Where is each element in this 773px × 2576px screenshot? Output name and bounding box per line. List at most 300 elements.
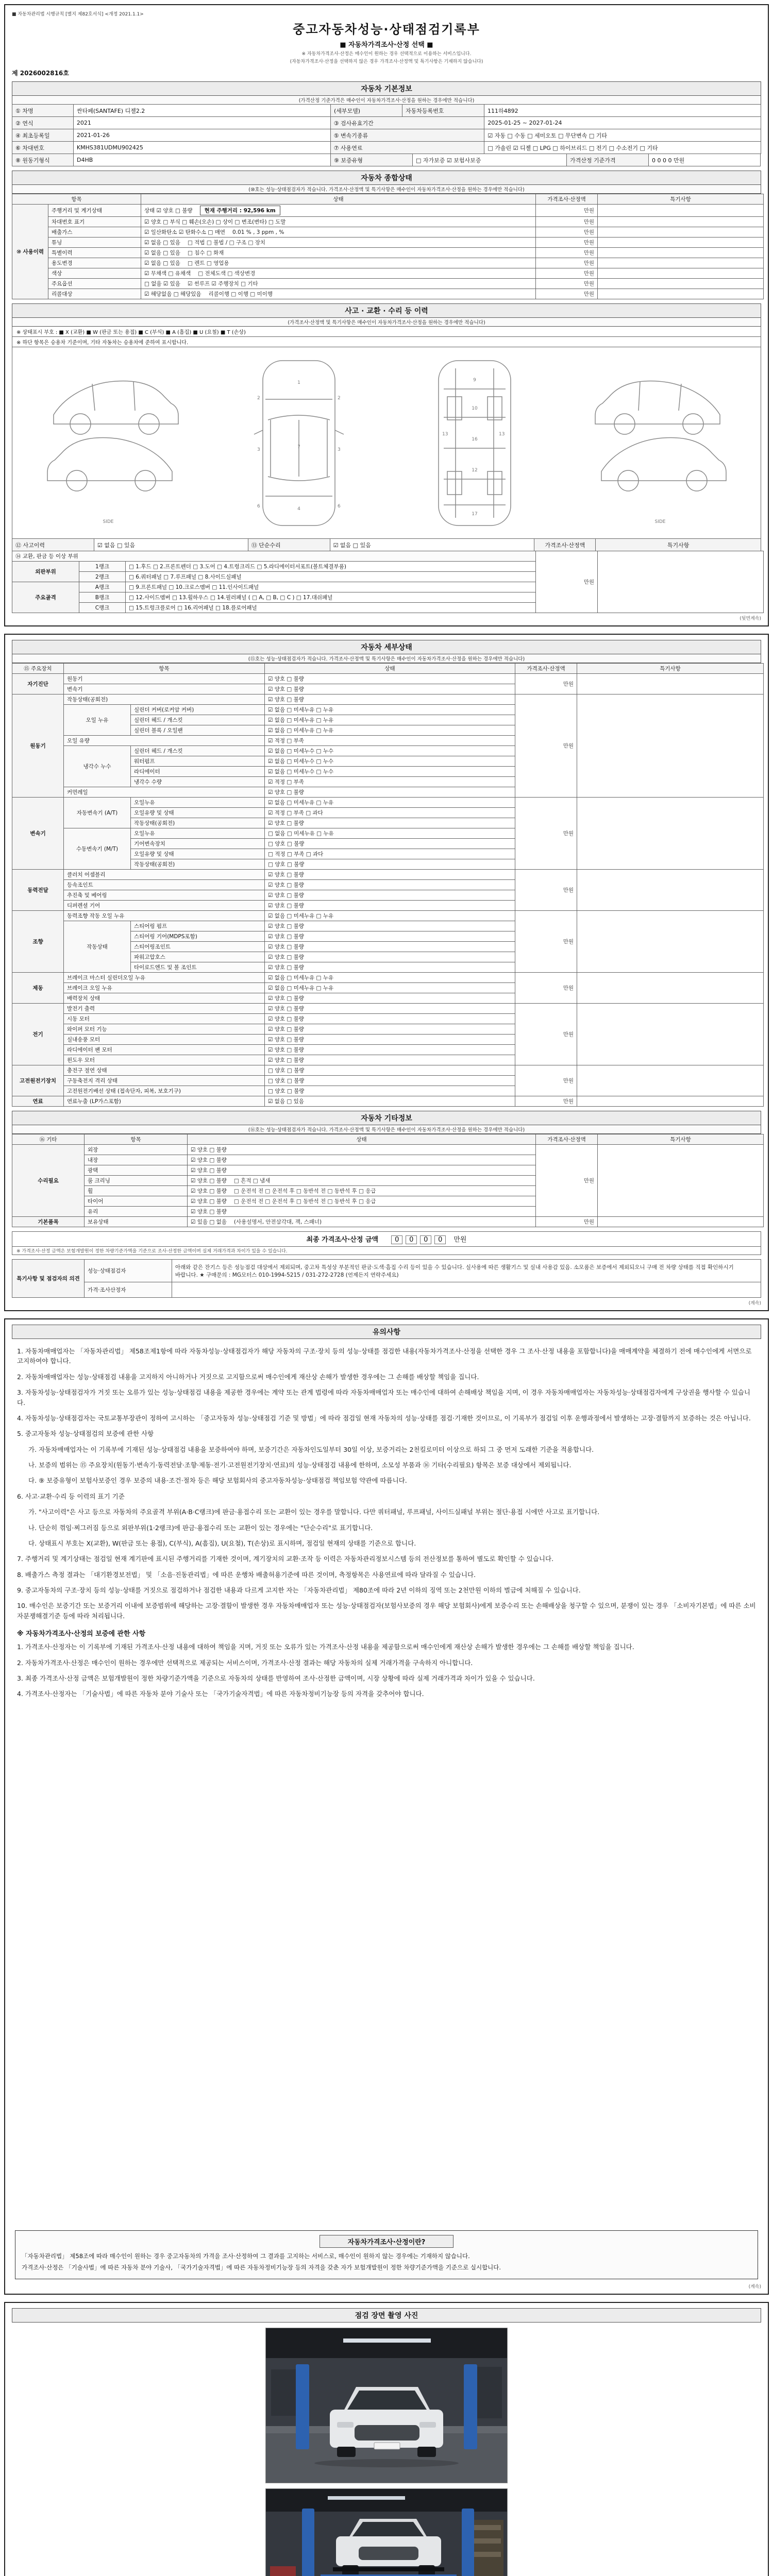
inspection-photo-2 [265,2488,508,2576]
state-value: ☑ 해당없음 □ 해당있음 리콜이행 □ 이행 □ 미이행 [141,289,536,299]
svg-text:9: 9 [473,377,476,383]
note-cell [577,973,764,1004]
overall-row [12,238,764,248]
state-value: ☑ 양호 □ 부식 □ 훼손(오손) □ 상이 □ 변조(변타) □ 도말 [141,217,536,227]
price-cell: 만원 [515,870,577,911]
current-mileage: 현재 주행거리 : 92,596 km [200,206,280,215]
engine-type-label: ⑧ 원동기형식 [12,154,74,166]
detail-col-note: 특기사항 [577,664,764,674]
overall-row [12,279,764,289]
item-label: 실린더 커버(로커암 커버) [131,705,265,715]
panel-items: □ 1.후드 □ 2.프론트펜더 □ 3.도어 □ 4.트렁크리드 □ 5.라디에이터서포트(볼트체결부품) [126,562,536,572]
warranty-label: ⑨ 보증유형 [330,154,413,166]
car-name-sub-label: (세부모델) [330,104,402,117]
state-value: □ 양호 □ 불량 [265,859,515,870]
price-cell: 만원 [515,911,577,973]
overall-row [12,217,764,227]
price-survey-info-line-1: 「자동차관리법」 제58조에 따라 매수인이 원하는 경우 중고자동차의 가격을 조사·산정하여 그 결과를 고지하는 서비스로, 매수인이 원하지 않는 경우에는 기재하지 않습니다. [22,2252,470,2260]
extra-value: □ 운전석 전 □ 운전석 후 □ 동반석 전 □ 동반석 후 □ 응급 [233,1188,376,1194]
other-col-state: 상태 [188,1134,536,1145]
other-row [12,1145,764,1155]
section-title-overall: 자동차 종합상태 [12,171,761,185]
usage-history-group: ⑩ 사용이력 [12,205,48,299]
note-cell [598,238,764,248]
simple-repair-value: ☑ 없음 □ 있음 [330,538,535,551]
section-title-notices: 유의사항 [12,1325,761,1339]
state-value: ☑ 적정 □ 부족 [265,777,515,787]
state-value: ☑ 양호 □ 불량 [188,1207,536,1217]
section-title-photos: 점검 장면 촬영 사진 [12,2308,761,2323]
item-label: 스티어링 기어(MDPS포함) [131,931,265,942]
state-value: ☑ 양호 □ 불량 [265,1024,515,1035]
item-label: 파워고압호스 [131,952,265,962]
svg-text:3: 3 [257,447,260,452]
item-label: 브레이크 마스터 실린더오일 누유 [64,973,265,983]
state-value: ☑ 양호 □ 불량 [265,1045,515,1055]
notice-item: 6. 사고·교환·수리 등 이력의 표기 기준 [17,1492,125,1500]
item-label: 오일누유 [131,798,265,808]
state-value: ☑ 없음 □ 미세누유 □ 누유 [265,715,515,725]
header-note-1: ※ 자동차가격조사·산정은 매수인이 원하는 경우 선택적으로 이용하는 서비스입니다. [301,52,472,57]
notice-item: 나. 단순히 꺾임·찌그러짐 등으로 외판부위(1·2랭크)에 판금·용접수리 또는 교환이 있는 경우에는 "단순수리"로 표기합니다. [28,1523,373,1532]
state-value: ☑ 양호 □ 불량 [265,674,515,684]
overall-col-price: 가격조사·산정액 [536,194,598,205]
item-label: 기어변속장치 [131,839,265,849]
note-cell [577,798,764,870]
transmission-label: ⑤ 변속기종류 [330,129,485,142]
state-value: ☑ 없음 □ 미세누수 □ 누수 [265,767,515,777]
price-survey-info-box [15,2230,758,2280]
item-label: 브레이크 오일 누유 [64,983,265,993]
state-value: ☑ 없음 □ 있음 □ 적법 □ 불법 / □ 구조 □ 장치 [141,238,536,248]
item-label: 타이로드엔드 및 볼 조인트 [131,962,265,973]
state-value: □ 적정 □ 부족 □ 과다 [265,849,515,859]
accident-history-label: ⑫ 사고이력 [12,538,94,551]
accident-history-row [12,538,761,551]
device-group-label: 동력전달 [12,870,64,911]
state-value: □ 없음 ☑ 있음 ☑ 썬루프 ☑ 주행장치 □ 기타 [141,279,536,289]
rank-label: A랭크 [79,582,126,592]
sub-label: 작동상태 [64,921,131,973]
state-value: ☑ 없음 □ 미세누유 □ 누유 [265,973,515,983]
notice-item: 1. 가격조사·산정자는 이 기록부에 기재된 가격조사·산정 내용에 대하여 책임을 지며, 거짓 또는 오류가 있는 가격조사·산정 내용을 제공함으로써 매수인에게 재산상 손해가 발생한 경우에는 그 손해를 배상할 책임을 집니다. [17,1643,634,1651]
basic-row-4 [12,141,761,154]
state-value: ☑ 양호 □ 불량 □ 운전석 전 □ 운전석 후 □ 동반석 전 □ 동반석 후 □ 응급 [188,1196,536,1207]
svg-text:SIDE: SIDE [103,519,113,524]
item-label: 특별이력 [48,248,141,258]
state-value: ☑ 없음 □ 미세누유 □ 누유 [265,725,515,736]
notice-item: 7. 주행거리 및 계기상태는 점검일 현재 계기판에 표시된 주행거리를 기재한 것이며, 계기장치의 교환·조작 등 이력은 자동차관리정보시스템 등의 전산정보를 통하여 별도로 확인할 수 있습니다. [17,1555,554,1563]
opinion-table [12,1259,761,1298]
sub-label: 수동변속기 (M/T) [64,828,131,870]
notice-item: 2. 자동차가격조사·산정은 매수인이 원하는 경우에만 선택적으로 제공되는 서비스이며, 가격조사·산정 결과는 해당 자동차의 실제 거래가격을 구속하지 아니합니다. [17,1658,473,1667]
note-cell [577,694,764,798]
price-cell: 만원 [536,268,598,279]
section-title-accident: 사고 · 교환 · 수리 등 이력 [12,303,761,318]
car-diagram-exterior-top [240,353,358,533]
basic-row-5 [12,154,761,166]
extra-value: 리콜이행 □ 이행 □ 미이행 [208,291,273,297]
state-value: ☑ 양호 □ 불량 [265,942,515,952]
item-label: 와이퍼 모터 기능 [64,1024,265,1035]
section-title-detail: 자동차 세부상태 [12,640,761,654]
item-label: 연료누출 (LP가스포함) [64,1096,265,1107]
notice-item: 다. ⑨ 보증유형이 보험사보증인 경우 보증의 내용·조건·절차 등은 해당 보험회사의 중고자동차성능·상태점검 책임보험 약관에 따릅니다. [28,1477,407,1485]
exchange-label: ⑭ 교환, 판금 등 이상 부위 [12,551,536,562]
final-price-digits [390,1236,447,1244]
final-amount-digit: 0 [420,1235,431,1244]
overall-row [12,258,764,268]
state-value: ☑ 적정 □ 부족 [265,736,515,746]
reg-no-value: 111하4892 [484,104,761,117]
state-value: ☑ 양호 □ 불량 [265,818,515,828]
extra-value: □ 전체도색 □ 색상변경 [198,270,256,277]
other-col-item: 항목 [85,1134,188,1145]
note-cell [598,1217,764,1227]
detail-row [12,870,764,880]
state-value: □ 없음 □ 미세누유 □ 누유 [265,828,515,839]
overall-table [12,194,764,299]
section-note-basic: (가격산정 기준가격은 매수인이 자동차가격조사·산정을 원하는 경우에만 적습니다) [12,96,761,105]
panel-group-label: 외판부위 [12,562,79,582]
svg-text:12: 12 [471,467,478,473]
detail-col-device: ⑮ 주요장치 [12,664,64,674]
item-label: 워터펌프 [131,756,265,767]
extra-value: 0.01 % , 3 ppm , % [232,229,284,235]
reg-no-label: 자동차등록번호 [402,104,484,117]
overall-row [12,227,764,238]
overall-col-note: 특기사항 [598,194,764,205]
rank-label: 2랭크 [79,572,126,582]
price-survey-info-line-2: 가격조사·산정은 「기술사법」에 따른 자동차 분야 기술사, 「국가기술자격법」에 따른 자동차정비기능장 등의 자격을 갖춘 자가 보험개발원이 정한 차량기준가액을 기준으로 실시합니다. [22,2263,501,2271]
item-label: 작동상태(공회전) [131,859,265,870]
item-label: 오일누유 [131,828,265,839]
item-label: 작동상태(공회전) [131,818,265,828]
item-label: 원동기 [64,674,265,684]
item-label: 커먼레일 [64,787,265,798]
state-value: □ 양호 □ 불량 [265,1065,515,1076]
item-label: 클러치 어셈블리 [64,870,265,880]
other-group-label: 기본품목 [12,1217,85,1227]
item-label: 윈도우 모터 [64,1055,265,1065]
detail-row [12,973,764,983]
page-3 [4,1318,769,2295]
page-4 [4,2302,769,2576]
note-cell [577,1004,764,1065]
item-label: 실내송풍 모터 [64,1035,265,1045]
notice-item: 3. 자동차성능·상태점검자가 거짓 또는 오류가 있는 성능·상태점검 내용을 제공한 경우에는 계약 또는 관계 법령에 따라 자동차매매업자 또는 매수인에 대하여 손해배상 책임을 지며, 이 경우 자동차매매업자는 자동차성능·상태점검자에게 구상권을 행사할 수 있습니다. [17,1388,751,1406]
detail-row [12,1065,764,1076]
notice-item: 가. "사고이력"은 사고 등으로 자동차의 주요골격 부위(A·B·C랭크)에 판금·용접수리 또는 교환이 있는 경우를 말합니다. 다만 쿼터패널, 루프패널, 사이드실패널 부위는 절단·용접 시에만 사고로 표기합니다. [28,1508,600,1516]
basic-row-2 [12,116,761,129]
item-label: 광택 [85,1165,188,1176]
svg-text:3: 3 [337,447,341,452]
state-value: ☑ 양호 □ 불량 [265,901,515,911]
item-label: 실린더 블록 / 오일팬 [131,725,265,736]
form-reference: ■ 자동차관리법 시행규칙 [별지 제82호서식] <개정 2021.1.1> [12,12,144,17]
item-label: 등속조인트 [64,880,265,890]
exchange-label-row [12,551,764,562]
inspect-value: 2025-01-25 ~ 2027-01-24 [484,116,761,129]
state-value: ☑ 양호 □ 불량 [265,1004,515,1014]
final-price-unit: 만원 [453,1236,467,1244]
state-value: ☑ 없음 □ 있음 [265,1096,515,1107]
notice-item: 가. 자동차매매업자는 이 기록부에 기재된 성능·상태점검 내용을 보증하여야 하며, 보증기간은 자동차인도일부터 30일 이상, 보증거리는 2천킬로미터 이상으로 하되 그 중 먼저 도래한 기준을 적용합니다. [28,1445,594,1453]
photo-2-scene [266,2489,507,2576]
accident-history-value: ☑ 없음 □ 있음 [94,538,248,551]
device-group-label: 전기 [12,1004,64,1065]
detail-col-price: 가격조사·산정액 [515,664,577,674]
item-label: 휠 [85,1186,188,1196]
item-label: 스티어링조인트 [131,942,265,952]
state-value: ☑ 없음 □ 미세누수 □ 누수 [265,756,515,767]
item-label: 디퍼렌셜 기어 [64,901,265,911]
section-note-overall: (⑩호는 성능·상태점검자가 적습니다. 가격조사·산정액 및 특기사항은 매수인이 자동차가격조사·산정을 원하는 경우에만 적습니다) [12,185,761,194]
item-label: 타이어 [85,1196,188,1207]
final-price-label: 최종 가격조사·산정 금액 [306,1236,379,1244]
notice-item: 3. 최종 가격조사·산정 금액은 보험개발원이 정한 차량기준가액을 기준으로 자동차의 상태를 반영하여 조사·산정한 금액이며, 시장 상황에 따라 실제 거래가격과 차이가 있을 수 있습니다. [17,1674,535,1682]
svg-text:13: 13 [498,431,505,437]
svg-text:6: 6 [337,503,341,509]
state-value: ☑ 없음 □ 있음 □ 렌트 □ 영업용 [141,258,536,268]
extra-value: (사용설명서, 안전삼각대, 잭, 스패너) [233,1219,322,1225]
vin-value: KMHS381UDMU902425 [73,141,331,154]
overall-row [12,248,764,258]
item-label: 룸 크리닝 [85,1176,188,1186]
note-cell [598,289,764,299]
state-value: ☑ 양호 □ 불량 [265,880,515,890]
section-title-other: 자동차 기타정보 [12,1111,761,1125]
detail-row [12,911,764,921]
state-value: ☑ 양호 □ 불량 [265,684,515,694]
state-value: ☑ 없음 □ 미세누수 □ 누수 [265,746,515,756]
opinion-row-appraiser [12,1282,761,1298]
device-group-label: 연료 [12,1096,64,1107]
inspection-photo-1 [265,2328,508,2483]
item-label: 발전기 출력 [64,1004,265,1014]
state-value: ☑ 없음 □ 미세누유 □ 누유 [265,911,515,921]
accident-col-price: 가격조사·산정액 [534,538,596,551]
car-diagram-side-left [43,353,182,533]
state-value: ☑ 양호 □ 불량 [188,1165,536,1176]
other-header-row [12,1134,764,1145]
state-value: □ 양호 □ 불량 [265,839,515,849]
item-label: 냉각수 수량 [131,777,265,787]
basic-row-1 [12,104,761,117]
item-label: 라디에이터 [131,767,265,777]
price-cell: 만원 [515,694,577,798]
svg-text:6: 6 [257,503,260,509]
device-group-label: 자기진단 [12,674,64,694]
detail-row [12,694,764,705]
price-cell: 만원 [536,551,598,613]
notice-subheading: ※ 자동차가격조사·산정의 보증에 관한 사항 [17,1630,146,1638]
detail-col-item: 항목 [64,664,265,674]
state-value: ☑ 없음 □ 미세누유 □ 누유 [265,705,515,715]
document-subtitle: ■ 자동차가격조사·산정 선택 ■ [340,41,433,49]
note-cell [577,1065,764,1096]
item-label: 라디에이터 팬 모터 [64,1045,265,1055]
base-price-value: 0 0 0 0 만원 [648,154,761,166]
svg-text:2: 2 [257,395,260,401]
panel-items: □ 15.트렁크플로어 □ 16.리어패널 □ 18.플로어패널 [126,603,536,613]
device-group-label: 고전원전기장치 [12,1065,64,1096]
continue-note-2: (계속) [748,1301,761,1306]
final-price-row [12,1231,761,1247]
item-label: 유리 [85,1207,188,1217]
section-note-other: (⑯호는 성능·상태점검자가 적습니다. 가격조사·산정액 및 특기사항은 매수인이 자동차가격조사·산정을 원하는 경우에만 적습니다) [12,1125,761,1134]
car-name-label: ① 차명 [12,104,74,117]
item-label: 작동상태(공회전) [64,694,265,705]
state-value: ☑ 양호 □ 불량 [265,952,515,962]
continue-note-1: (뒷면계속) [740,616,761,621]
item-label: 배출가스 [48,227,141,238]
price-cell: 만원 [536,1145,598,1217]
state-value: ☑ 없음 □ 미세누유 □ 누유 [265,798,515,808]
notice-item: 8. 배출가스 측정 결과는 「대기환경보전법」 및 「소음·진동관리법」에 따른 운행차 배출허용기준에 따른 것이며, 측정항목은 사용연료에 따라 달라질 수 있습니다. [17,1570,476,1579]
price-cell: 만원 [515,1096,577,1107]
note-cell [577,870,764,911]
extra-value: ☑ 썬루프 ☑ 주행장치 □ 기타 [187,281,258,287]
notice-item: 나. 보증의 범위는 ⑮ 주요장치(원동기·변속기·동력전달·조향·제동·전기·고전원전기장치·연료)의 성능·상태점검 내용에 한하며, 소모성 부품과 ⑯ 기타(수리필요) 항목은 보증 대상에서 제외됩니다. [28,1461,572,1469]
appraiser-label: 가격·조사산정자 [85,1282,172,1298]
final-amount-digit: 0 [434,1235,446,1244]
item-label: 변속기 [64,684,265,694]
detail-row [12,798,764,808]
header-note-2: (자동차가격조사·산정을 선택하지 않은 경우 가격조사·산정액 및 특기사항은 기재하지 않습니다) [290,59,483,64]
svg-text:10: 10 [471,405,478,411]
opinion-header: 특기사항 및 점검자의 의견 [12,1260,85,1298]
overall-col-state: 상태 [141,194,536,205]
item-label: 용도변경 [48,258,141,268]
other-group-label: 수리필요 [12,1145,85,1217]
state-value: 상태 ☑ 양호 □ 불량 현재 주행거리 : 92,596 km [141,205,536,217]
note-cell [598,258,764,268]
panel-items: □ 6.쿼터패널 □ 7.루프패널 □ 8.사이드실패널 [126,572,536,582]
photo-1-scene [266,2328,507,2483]
device-group-label: 조향 [12,911,64,973]
item-label: 튜닝 [48,238,141,248]
price-cell: 만원 [515,674,577,694]
svg-text:13: 13 [442,431,448,437]
notice-item: 1. 자동차매매업자는 「자동차관리법」 제58조제1항에 따라 자동차성능·상태점검자가 해당 자동차의 구조·장치 등의 성능·상태를 점검한 내용(자동차가격조사·산정을 선택한 경우 그 조사·산정 내용을 포함합니다)을 매매계약을 체결하기 전에 매수인에게 서면으로 고지하여야 합니다. [17,1347,752,1365]
state-value: ☑ 양호 □ 불량 [265,787,515,798]
price-cell: 만원 [536,1217,598,1227]
notice-item: 4. 가격조사·산정자는 「기술사법」에 따른 자동차 분야 기술사 또는 「국가기술자격법」에 따른 자동차정비기능장 등의 자격을 갖추어야 합니다. [17,1690,424,1698]
state-value: □ 양호 □ 불량 [265,1076,515,1086]
first-reg-label: ④ 최초등록일 [12,129,74,142]
item-label: 실린더 헤드 / 개스킷 [131,746,265,756]
state-value: ☑ 양호 □ 불량 [265,1014,515,1024]
price-cell: 만원 [536,289,598,299]
overall-col-item: 항목 [12,194,141,205]
note-cell [598,1145,764,1217]
price-cell: 만원 [515,798,577,870]
fuel-label: ⑦ 사용연료 [330,141,485,154]
notice-item: 10. 매수인은 보증기간 또는 보증거리 이내에 보증범위에 해당하는 고장·결함이 발생한 경우 자동차매매업자 또는 성능·상태점검자(보험사보증의 경우 해당 보험회사)에게 보증수리 또는 손해배상을 청구할 수 있으며, 분쟁이 있는 경우 「소비자기본법」에 따른 소비자분쟁해결기준 등에 따라 처리됩니다. [17,1602,756,1620]
item-label: 고전원전기배선 상태 (접속단자, 피복, 보호기구) [64,1086,265,1096]
other-row [12,1217,764,1227]
state-value: ☑ 양호 □ 불량 [265,1055,515,1065]
note-cell [598,279,764,289]
price-cell: 만원 [515,1065,577,1096]
sub-label: 자동변속기 (A/T) [64,798,131,828]
item-label: 충전구 절연 상태 [64,1065,265,1076]
svg-text:17: 17 [471,511,478,517]
year-value: 2021 [73,116,331,129]
notice-item: 4. 자동차성능·상태점검자는 국토교통부장관이 정하여 고시하는 「중고자동차 성능·상태점검 기준 및 방법」에 따라 점검일 현재 자동차의 성능·상태를 점검·기재한 것이므로, 이 기록부가 점검일 이후 운행과정에서 발생하는 고장·결함까지 보증하는 것은 아닙니다. [17,1414,751,1422]
detail-col-state: 상태 [265,664,515,674]
item-label: 리콜대상 [48,289,141,299]
section-note-accident: (가격조사·산정액 및 특기사항은 매수인이 자동차가격조사·산정을 원하는 경우에만 적습니다) [12,318,761,327]
svg-text:1: 1 [297,380,300,385]
price-cell: 만원 [536,238,598,248]
final-amount-digit: 0 [391,1235,402,1244]
item-label: 구동축전지 격리 상태 [64,1076,265,1086]
note-cell [577,1096,764,1107]
extra-value: □ 렌트 □ 영업용 [187,260,229,266]
warranty-value: □ 자가보증 ☑ 보험사보증 [412,154,567,166]
inspect-label: ③ 검사유효기간 [330,116,485,129]
price-cell: 만원 [536,248,598,258]
note-cell [577,674,764,694]
item-label: 차대번호 표기 [48,217,141,227]
state-symbol-legend: ※ 상태표시 부호 : ■ X (교환) ■ W (판금 또는 용접) ■ C (부식) ■ A (흠집) ■ U (요철) ■ T (손상) [12,327,761,337]
fuel-value: □ 가솔린 ☑ 디젤 □ LPG □ 하이브리드 □ 전기 □ 수소전기 □ 기타 [484,141,761,154]
svg-text:7: 7 [297,444,300,450]
price-cell: 만원 [536,227,598,238]
detail-row [12,1096,764,1107]
overall-row [12,289,764,299]
svg-text:SIDE: SIDE [654,519,665,524]
final-price-note: ※ 가격조사·산정 금액은 보험개발원이 정한 차량기준가액을 기준으로 조사·산정한 금액이며 실제 거래가격과 차이가 있을 수 있습니다. [12,1247,761,1255]
device-group-label: 원동기 [12,694,64,798]
item-label: 오일유량 및 상태 [131,849,265,859]
panel-table [12,551,764,613]
price-survey-info-title: 자동차가격조사·산정이란? [320,2235,453,2248]
state-value: ☑ 양호 □ 불량 [188,1155,536,1165]
price-cell: 만원 [515,1004,577,1065]
item-label: 추진축 및 베어링 [64,890,265,901]
page-1 [4,4,769,626]
extra-value: □ 적법 □ 불법 / □ 구조 □ 장치 [187,240,266,246]
price-cell: 만원 [536,258,598,268]
inspector-label: 성능·상태점검자 [85,1260,172,1282]
other-col-group: ⑯ 기타 [12,1134,85,1145]
item-label: 배력장치 상태 [64,993,265,1004]
state-value: ☑ 있음 □ 없음 (사용설명서, 안전삼각대, 잭, 스패너) [188,1217,536,1227]
note-cell [598,268,764,279]
svg-text:2: 2 [337,395,341,401]
overall-row [12,205,764,217]
detail-row [12,674,764,684]
appraiser-comment [172,1282,761,1298]
state-value: ☑ 양호 □ 불량 [265,921,515,931]
state-value: ☑ 양호 □ 불량 [265,931,515,942]
overall-header-row [12,194,764,205]
engine-type-value: D4HB [73,154,331,166]
panel-items: □ 12.사이드멤버 □ 13.휠하우스 □ 14.필러패널 ( □ A, □ B, □ C ) □ 17.대쉬패널 [126,592,536,603]
price-cell: 만원 [536,279,598,289]
extra-value: □ 운전석 전 □ 운전석 후 □ 동반석 전 □ 동반석 후 □ 응급 [233,1198,376,1205]
sub-label: 오일 누유 [64,705,131,736]
item-label: 시동 모터 [64,1014,265,1024]
state-value: ☑ 양호 □ 불량 □ 운전석 전 □ 운전석 후 □ 동반석 전 □ 동반석 후 □ 응급 [188,1186,536,1196]
rank-label: 1랭크 [79,562,126,572]
simple-repair-label: ⑬ 단순수리 [248,538,330,551]
device-group-label: 제동 [12,973,64,1004]
state-value: ☑ 양호 □ 불량 [188,1145,536,1155]
